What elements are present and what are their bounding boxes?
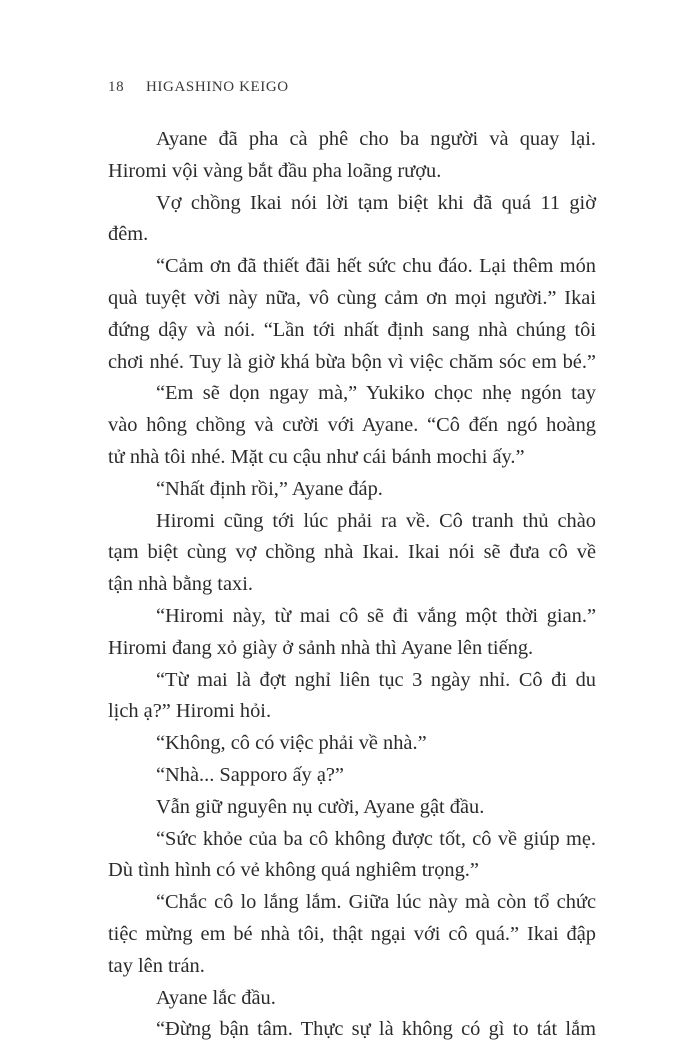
text-line: tử nhà tôi nhé. Mặt cu cậu như cái bánh mochi ấy.” (108, 445, 525, 468)
text-line: tạm biệt cùng vợ chồng nhà Ikai. Ikai nói sẽ đưa cô về (108, 541, 596, 564)
text-line: chơi nhé. Tuy là giờ khá bừa bộn vì việc chăm sóc em bé.” (108, 350, 596, 373)
text-line: Vẫn giữ nguyên nụ cười, Ayane gật đầu. (156, 795, 485, 818)
text-line: “Cảm ơn đã thiết đãi hết sức chu đáo. Lại thêm món (156, 255, 596, 278)
text-line: “Đừng bận tâm. Thực sự là không có gì to tát lắm (156, 1018, 596, 1041)
text-line: “Từ mai là đợt nghỉ liên tục 3 ngày nhỉ. Cô đi du (156, 668, 596, 691)
text-line: “Hiromi này, từ mai cô sẽ đi vắng một thời gian.” (156, 604, 596, 627)
text-line: tay lên trán. (108, 954, 205, 977)
text-line: Hiromi vội vàng bắt đầu pha loãng rượu. (108, 159, 442, 182)
text-line: “Không, cô có việc phải về nhà.” (156, 732, 427, 755)
text-line: “Nhất định rồi,” Ayane đáp. (156, 477, 383, 500)
text-line: “Nhà... Sapporo ấy ạ?” (156, 763, 344, 786)
page-number: 18 (108, 79, 125, 95)
text-line: tiệc mừng em bé nhà tôi, thật ngại với cô quá.” Ikai đập (108, 922, 596, 945)
text-line: Vợ chồng Ikai nói lời tạm biệt khi đã quá 11 giờ (156, 191, 596, 214)
text-line: Dù tình hình có vẻ không quá nghiêm trọng.” (108, 859, 479, 882)
text-line: “Sức khỏe của ba cô không được tốt, cô về giúp mẹ. (156, 827, 596, 850)
text-line: “Chắc cô lo lắng lắm. Giữa lúc này mà còn tổ chức (156, 891, 596, 914)
text-line: đêm. (108, 223, 149, 246)
running-header (108, 79, 289, 96)
text-line: lịch ạ?” Hiromi hỏi. (108, 700, 272, 723)
body-text (108, 124, 596, 1046)
text-line: quà tuyệt vời này nữa, vô cùng cảm ơn mọi người.” Ikai (108, 286, 596, 309)
text-line: đứng dậy và nói. “Lần tới nhất định sang nhà chúng tôi (108, 318, 596, 341)
text-line: Ayane đã pha cà phê cho ba người và quay lại. (156, 128, 596, 150)
text-line: vào hông chồng và cười với Ayane. “Cô đến ngó hoàng (108, 414, 596, 437)
running-title: HIGASHINO KEIGO (146, 79, 289, 95)
text-line: Ayane lắc đầu. (156, 986, 276, 1009)
text-line: Hiromi cũng tới lúc phải ra về. Cô tranh thủ chào (156, 509, 596, 532)
text-line: tận nhà bằng taxi. (108, 573, 253, 596)
text-line: Hiromi đang xỏ giày ở sảnh nhà thì Ayane lên tiếng. (108, 636, 534, 659)
text-line: “Em sẽ dọn ngay mà,” Yukiko chọc nhẹ ngón tay (156, 382, 596, 405)
